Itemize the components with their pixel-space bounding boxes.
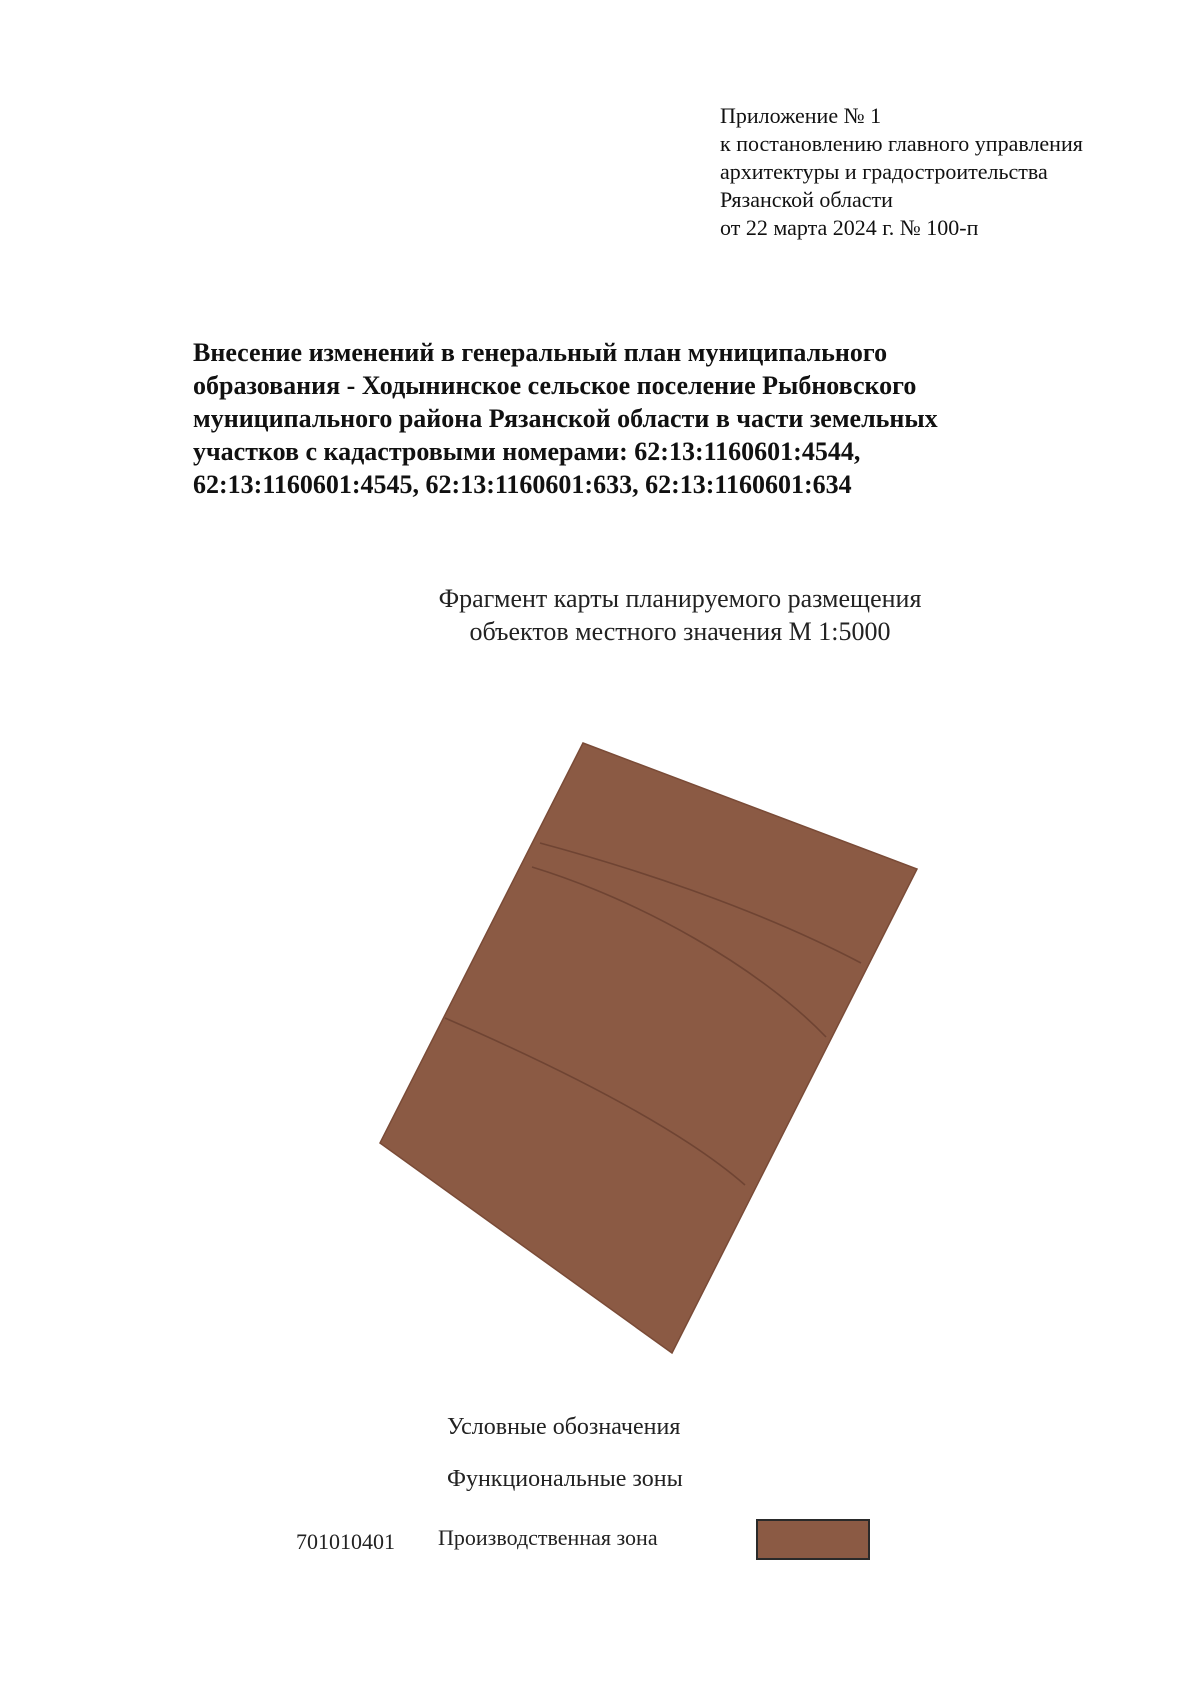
appendix-date: от 22 марта 2024 г. № 100-п — [720, 215, 979, 240]
title-line-1: Внесение изменений в генеральный план муниципального — [193, 338, 888, 367]
appendix-region: Рязанской области — [720, 187, 893, 212]
legend-title: Условные обозначения — [447, 1414, 681, 1440]
production-zone-area — [380, 743, 917, 1353]
appendix-decree-ref: к постановлению главного управления — [720, 131, 1083, 156]
appendix-authority: архитектуры и градостроительства — [720, 159, 1048, 184]
legend-item-label: Производственная зона — [438, 1525, 658, 1550]
appendix-number: Приложение № 1 — [720, 103, 882, 128]
title-line-5: 62:13:1160601:4545, 62:13:1160601:633, 62:13:1160601:634 — [193, 470, 852, 499]
map-subtitle-line-2: объектов местного значения М 1:5000 — [469, 617, 891, 646]
map-subtitle-line-1: Фрагмент карты планируемого размещения — [438, 584, 922, 613]
title-line-3: муниципального района Рязанской области в части земельных — [193, 404, 938, 433]
title-line-2: образования - Ходынинское сельское поселение Рыбновского — [193, 371, 917, 400]
legend-item-swatch — [756, 1519, 870, 1560]
legend-item-code: 701010401 — [296, 1529, 395, 1554]
legend-subtitle: Функциональные зоны — [447, 1466, 683, 1492]
title-line-4: участков с кадастровыми номерами: 62:13:1160601:4544, — [193, 437, 861, 466]
